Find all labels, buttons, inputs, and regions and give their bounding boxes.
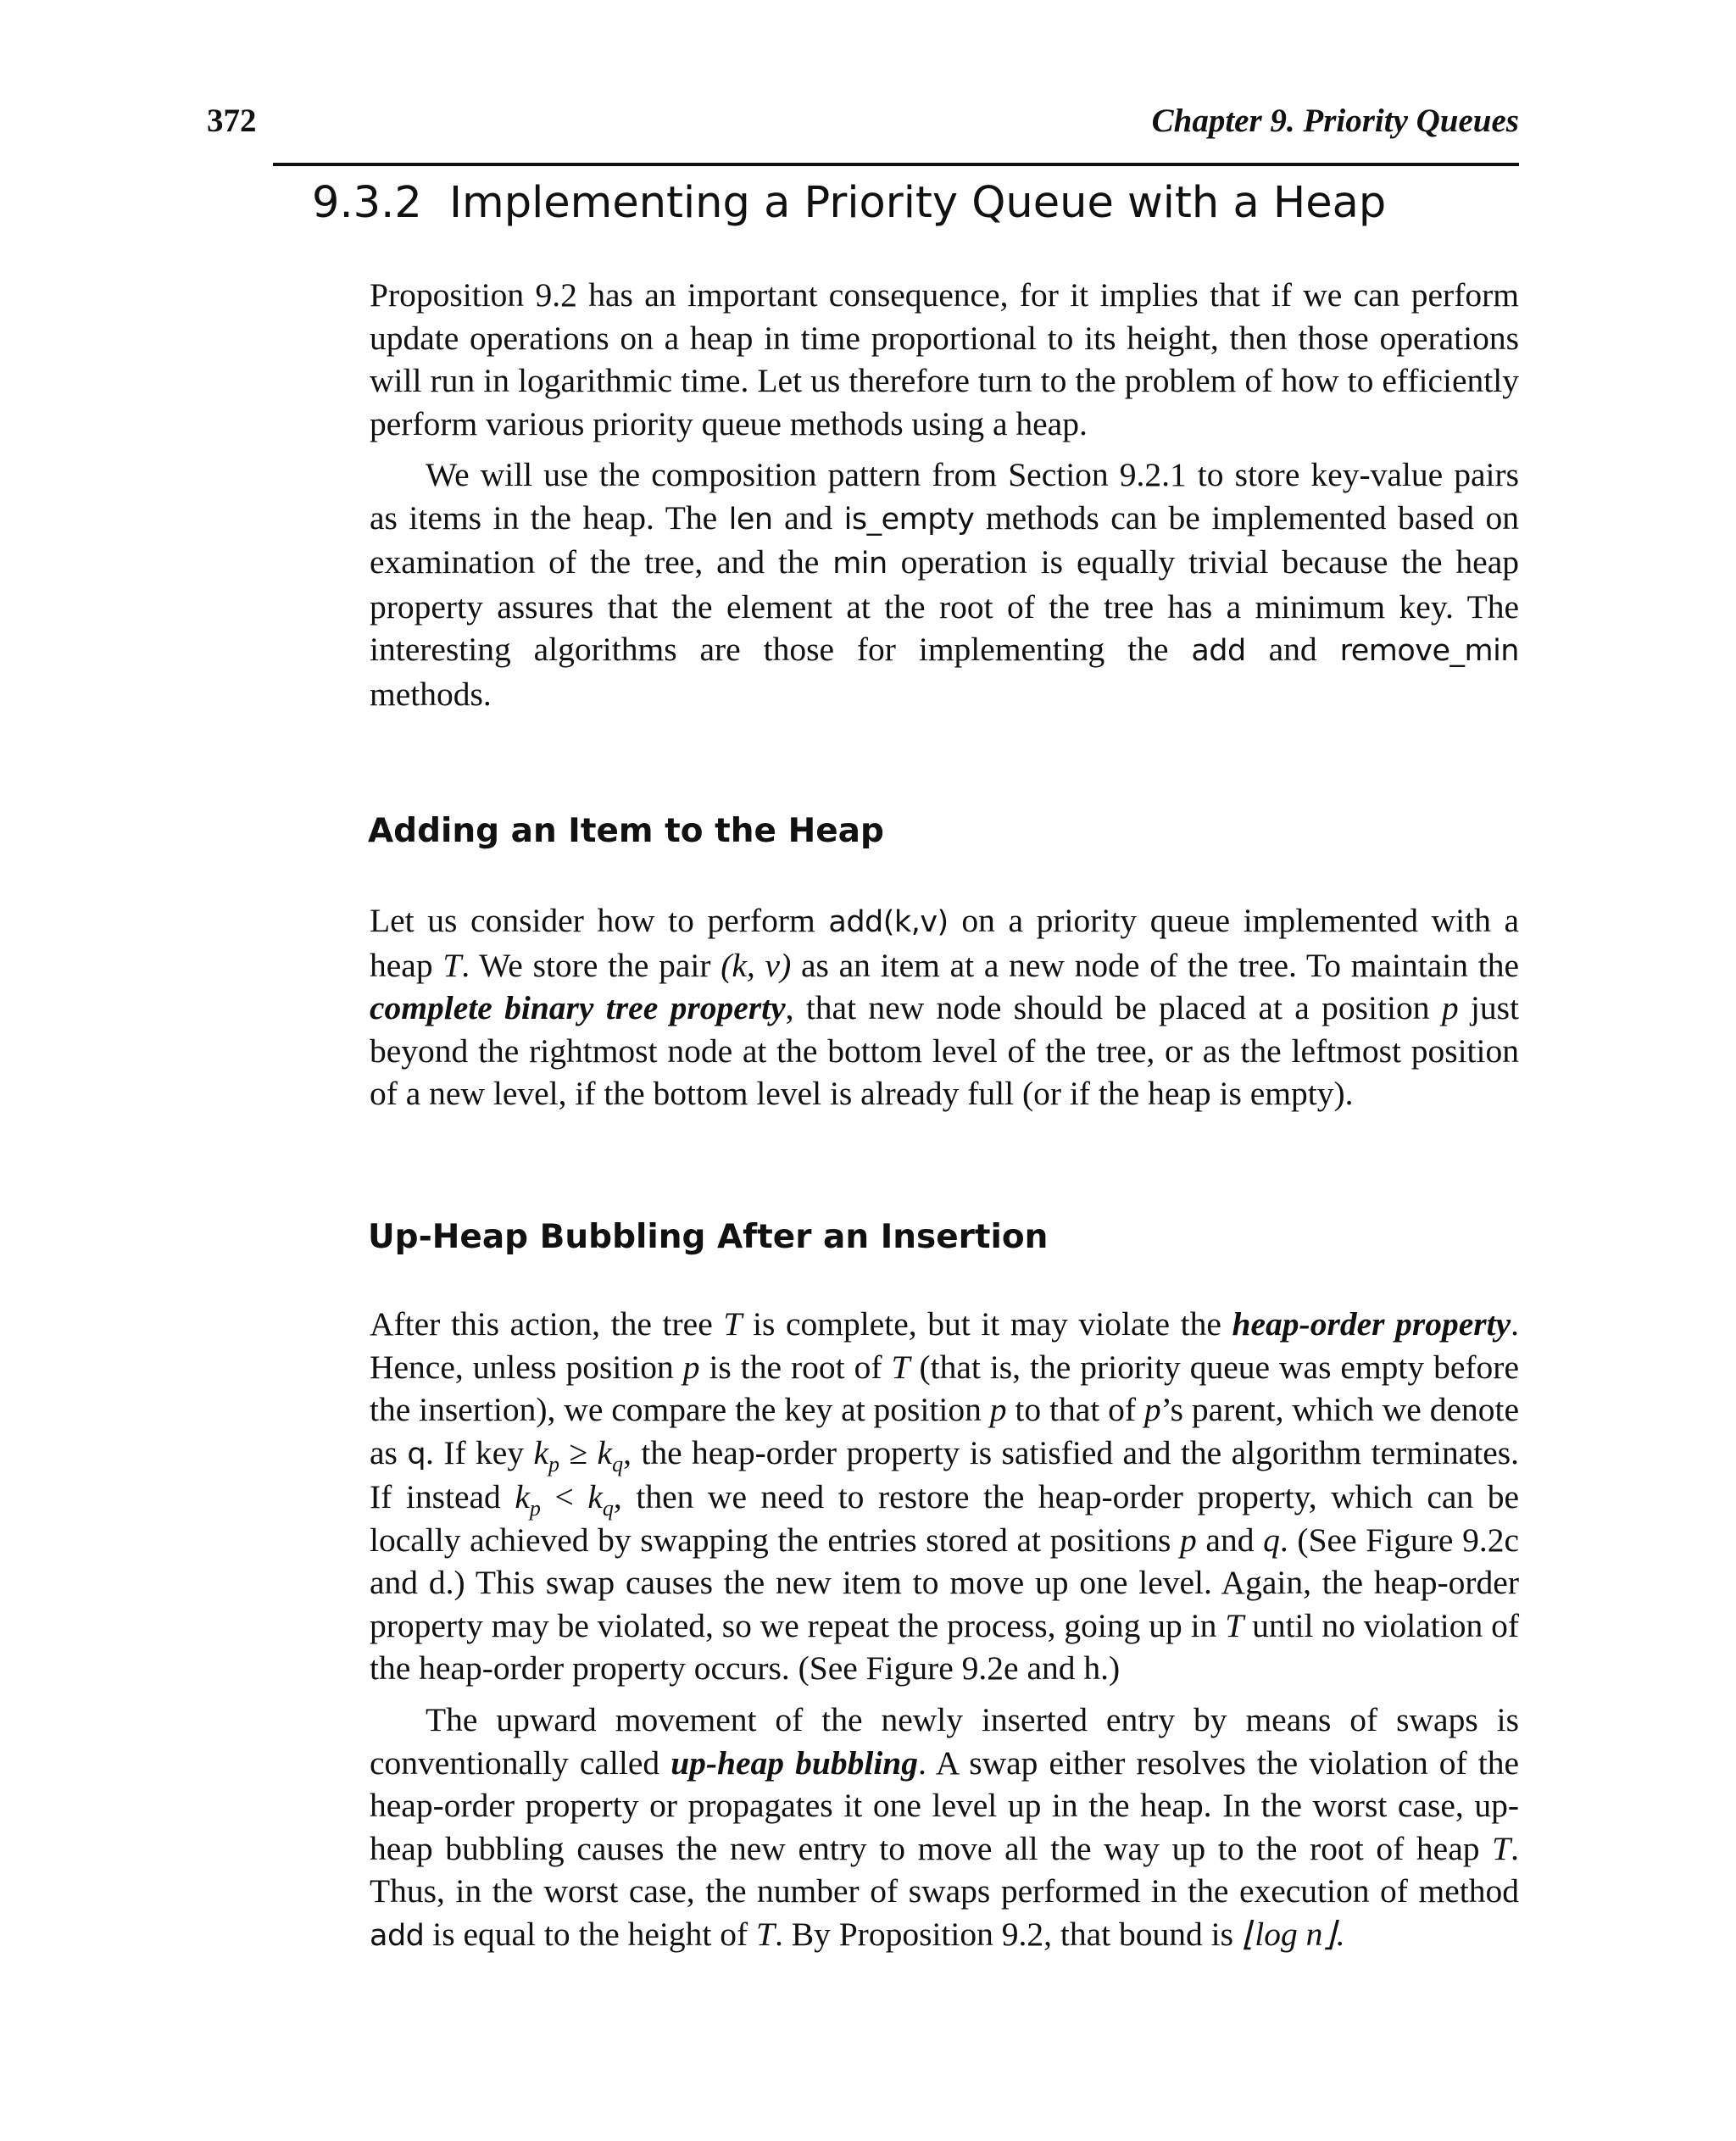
code-min: min (832, 547, 887, 581)
math-subscript-p: p (548, 1451, 560, 1476)
math-p: p (1180, 1521, 1197, 1559)
text-run: . Hence, unless position (370, 1305, 1520, 1386)
paragraph-intro-text: Proposition 9.2 has an important consequence, for it implies that if we can perform update operations on a heap in time proportional to its height, then those operations will run in logarithmic time. Let us therefore turn to the problem of how to efficiently perform various priority queue methods using a heap. (370, 276, 1519, 442)
code-remove-min: remove_min (1339, 634, 1519, 668)
code-q: q (407, 1437, 426, 1471)
text-run: on a priority queue implemented with a heap (370, 902, 1519, 984)
text-run: is equal to the height of (424, 1915, 757, 1953)
text-run: . By Proposition 9.2, that bound is (774, 1915, 1242, 1953)
text-run: After this action, the tree (370, 1305, 724, 1343)
text-run: . Thus, in the worst case, the number of swaps performed in the execution of method (370, 1829, 1519, 1910)
section-title: Implementing a Priority Queue with a Heap (449, 178, 1387, 228)
paragraph-up-heap-bubbling (370, 1699, 1519, 1957)
math-p: p (1441, 989, 1459, 1026)
math-q: q (1263, 1521, 1280, 1559)
paragraph-intro (370, 274, 1519, 445)
subheading-up-heap-bubbling: Up-Heap Bubbling After an Insertion (368, 1218, 1049, 1256)
paragraph-up-heap (370, 1303, 1519, 1690)
text-run: and (772, 498, 844, 537)
text-run: (that is, the priority queue was empty before the insertion), we compare the key at position (370, 1348, 1519, 1428)
text-run: ’s parent, which we denote as (370, 1391, 1520, 1471)
math-k: k (515, 1478, 530, 1515)
text-run: is the root of (699, 1348, 892, 1386)
emphasis-heap-order-property: heap-order property (1232, 1305, 1511, 1343)
text-run: methods. (370, 675, 492, 713)
text-run: , then we need to restore the heap-order property, which can be locally achieved by swapping the entries stored at positions (370, 1478, 1519, 1559)
paragraph-adding (370, 899, 1519, 1115)
math-pair: (k, v) (721, 946, 792, 984)
text-run: Let us consider how to perform (370, 902, 829, 939)
text-run: . (See Figure 9.2c and d.) This swap causes the new item to move up one level. Again, the heap-order property may be violated, so we repeat the process, going up in (370, 1521, 1519, 1644)
text-run: just beyond the rightmost node at the bottom level of the tree, or as the leftmost position of a new level, if the bottom level is already full (or if the heap is empty). (370, 989, 1519, 1112)
paragraph-composition (370, 453, 1519, 715)
text-run: and (1245, 631, 1340, 668)
math-T: T (756, 1915, 775, 1953)
code-is-empty: is_empty (843, 502, 975, 537)
text-run: until no violation of the heap-order property occurs. (See Figure 9.2e and h.) (370, 1606, 1519, 1687)
math-T: T (723, 1305, 743, 1343)
text-run: methods can be implemented based on examination of the tree, and the (370, 498, 1519, 581)
math-subscript-p: p (529, 1495, 541, 1521)
math-p: p (989, 1391, 1007, 1428)
emphasis-complete-binary-tree-property: complete binary tree property (370, 989, 786, 1026)
text-run: as an item at a new node of the tree. To maintain the (791, 946, 1519, 984)
math-p: p (1143, 1391, 1161, 1428)
math-subscript-q: q (602, 1495, 614, 1521)
math-floor-log-n: ⌊log n⌋ (1241, 1915, 1336, 1953)
text-run: We will use the composition pattern from Section 9.2.1 to store key-value pairs as items in the heap. The (370, 456, 1519, 537)
code-add: add (1191, 634, 1246, 668)
section-heading (312, 178, 1516, 228)
text-run: , the heap-order property is satisfied and the algorithm terminates. If instead (370, 1433, 1520, 1515)
math-T: T (891, 1348, 910, 1386)
math-p: p (682, 1348, 700, 1386)
text-run: is complete, but it may violate the (742, 1305, 1232, 1343)
math-T: T (1225, 1606, 1244, 1644)
math-operator-lt: < (540, 1478, 588, 1515)
emphasis-up-heap-bubbling: up-heap bubbling (670, 1743, 919, 1782)
math-T: T (442, 946, 462, 984)
header-rule (273, 163, 1519, 166)
page-number: 372 (207, 103, 257, 139)
section-number: 9.3.2 (312, 178, 422, 228)
text-run: The upward movement of the newly inserted entry by means of swaps is conventionally called (370, 1701, 1519, 1782)
text-run: . If key (426, 1433, 534, 1471)
subheading-adding-item: Adding an Item to the Heap (368, 812, 884, 850)
math-k: k (533, 1433, 549, 1471)
running-head (207, 95, 1519, 146)
code-add: add (370, 1918, 425, 1953)
math-T: T (1492, 1829, 1511, 1867)
text-run: . We store the pair (461, 946, 721, 984)
text-run: , that new node should be placed at a position (785, 989, 1442, 1026)
code-add-kv: add(k,v) (828, 905, 949, 939)
text-run: and (1196, 1521, 1264, 1559)
chapter-title: Chapter 9. Priority Queues (1151, 103, 1519, 139)
text-run: . A swap either resolves the violation of the heap-order property or propagates it one level up in the heap. In the worst case, up-heap bubbling causes the new entry to move all the way up to the root of heap (370, 1743, 1519, 1867)
code-len: len (728, 502, 773, 537)
math-operator-ge: ≥ (559, 1433, 598, 1471)
math-k: k (587, 1478, 603, 1515)
math-subscript-q: q (612, 1451, 624, 1476)
text-run: to that of (1006, 1391, 1144, 1428)
math-k: k (597, 1433, 613, 1471)
text-run: operation is equally trivial because the heap property assures that the element at the root of the tree has a minimum key. The interesting algorithms are those for implementing the (370, 543, 1519, 668)
text-run: . (1335, 1915, 1344, 1953)
